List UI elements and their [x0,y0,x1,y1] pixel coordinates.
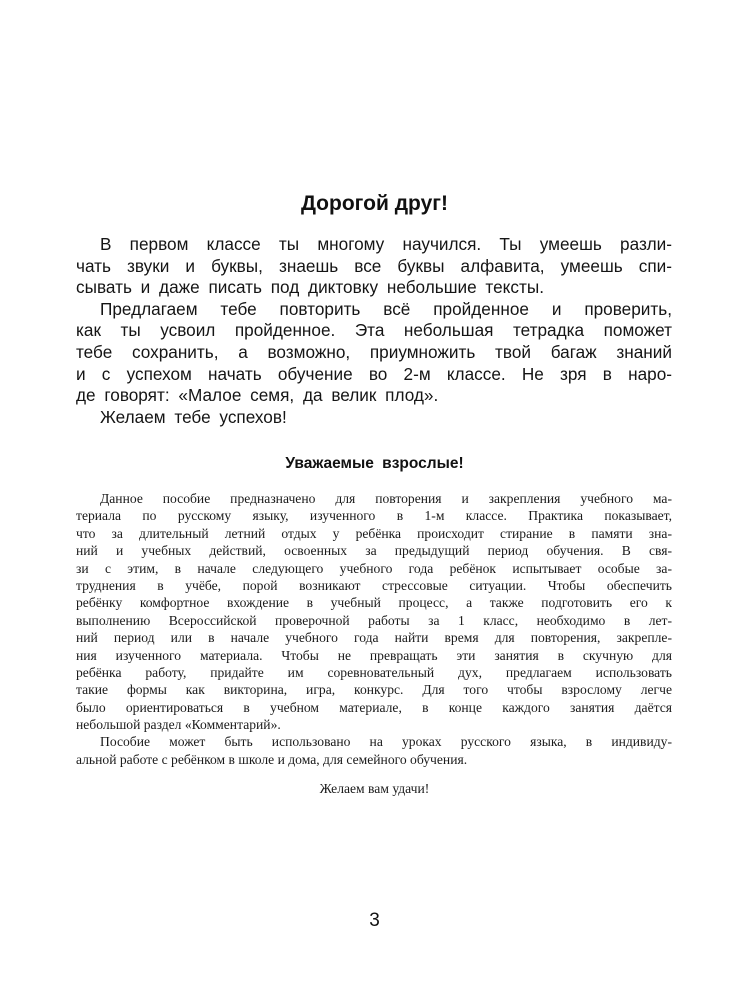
kids-letter-line: Предлагаем тебе повторить всё пройденное и проверить, [100,298,672,319]
adults-letter-line: Данное пособие предназначено для повторения и закрепления учебного ма- [100,491,672,506]
adults-letter-line: ребёнку комфортное вхождение в учебный процесс, а также подготовить его к [76,595,672,611]
kids-letter-line: чать звуки и буквы, знаешь все буквы алфавита, умеешь спи- [76,255,672,276]
kids-letter-line: и с успехом начать обучение во 2-м классе. Не зря в наро- [76,363,672,384]
greeting-title-adults: Уважаемые взрослые! [285,455,464,472]
adults-letter-line: ния изученного материала. Чтобы не превращать эти занятия в скучную для [76,647,672,663]
adults-letter-line: что за длительный летний отдых у ребёнка происходит стирание в памяти зна- [76,525,672,541]
kids-letter-line: сывать и даже писать под диктовку небольшие тексты. [76,277,544,298]
adults-letter-line: ний период или в начале учебного года найти время для повторения, закрепле- [76,630,672,646]
adults-letter-line: альной работе с ребёнком в школе и дома, для семейного обучения. [76,751,468,767]
kids-letter [76,234,672,428]
page-number: 3 [369,910,380,931]
adults-letter [76,490,672,768]
kids-letter-wish: Желаем тебе успехов! [100,406,287,427]
greeting-title-kids: Дорогой друг! [300,192,449,215]
adults-letter-line: выполнению Всероссийской проверочной работы за 1 класс, необходимо в лет- [76,612,672,628]
adults-letter-line: териала по русскому языку, изученного в 1-м классе. Практика показывает, [76,508,672,524]
kids-letter-line: В первом классе ты многому научился. Ты умеешь разли- [100,234,672,254]
kids-letter-line: тебе сохранить, а возможно, приумножить твой багаж знаний [76,341,672,362]
adults-letter-line: зи с этим, в начале следующего учебного года ребёнок испытывает особые за- [76,560,672,576]
adults-letter-line: ний и учебных действий, освоенных за предыдущий период обучения. В свя- [76,543,672,559]
kids-letter-line: де говорят: «Малое семя, да велик плод». [76,385,439,406]
adults-letter-line: такие формы как викторина, игра, конкурс. Для того чтобы взрослому легче [76,682,672,698]
adults-letter-line: небольшой раздел «Комментарий». [76,717,281,733]
adults-letter-line: ребёнка работу, придайте им соревновательный дух, предлагаем использовать [76,664,672,680]
adults-letter-line: труднения в учёбе, порой возникают стрессовые ситуации. Чтобы обеспечить [76,577,672,593]
adults-letter-line: было ориентироваться в учебном материале, в конце каждого занятия даётся [76,699,672,715]
adults-letter-line: Пособие может быть использовано на уроках русского языка, в индивиду- [100,734,672,750]
kids-letter-line: как ты усвоил пройденное. Эта небольшая тетрадка поможет [76,320,672,341]
adults-closing-wish: Желаем вам удачи! [319,781,430,796]
